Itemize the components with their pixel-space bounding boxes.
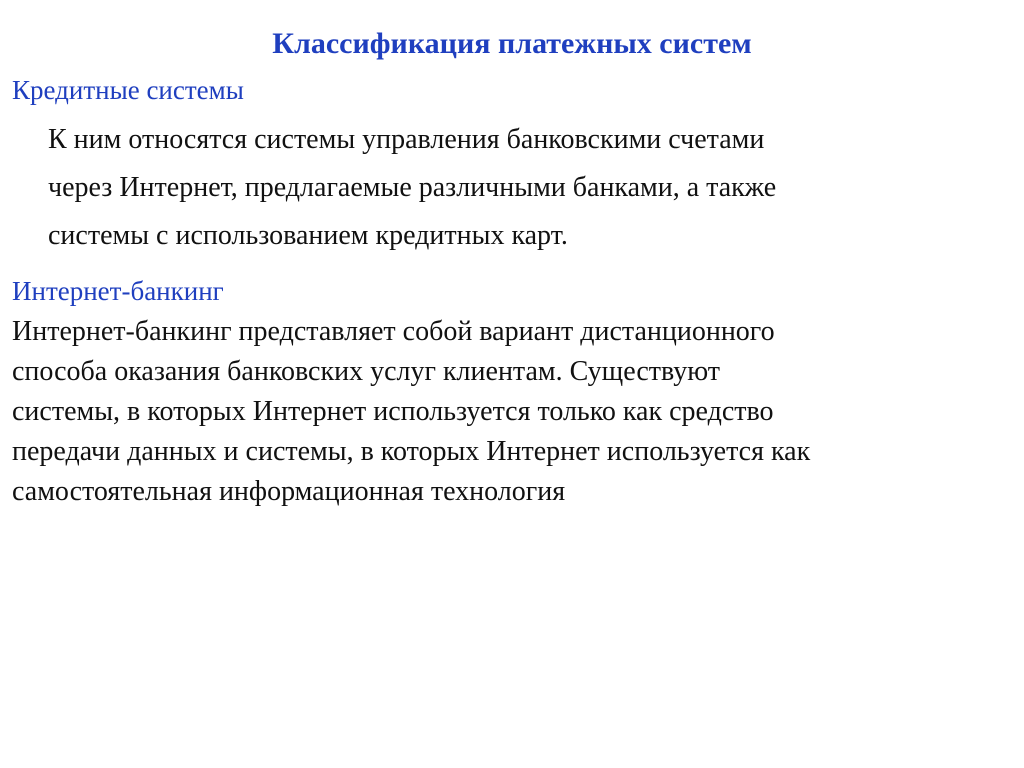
section-heading-credit-systems: Кредитные системы: [12, 75, 244, 105]
section-body-credit-systems: К ним относятся системы управления банковскими счетами через Интернет, предлагаемые различными банками, а также системы с использованием кредитных карт.: [48, 124, 777, 251]
section-heading-internet-banking: Интернет-банкинг: [12, 276, 224, 306]
section-body-internet-banking: Интернет-банкинг представляет собой вариант дистанционного способа оказания банковских услуг клиентам. Существуют системы, в которых Интернет используется только как средство передачи данных и системы, в которых Интернет используется как самостоятельная информационная технология: [12, 316, 811, 507]
slide-title: Классификация платежных систем: [272, 27, 752, 60]
